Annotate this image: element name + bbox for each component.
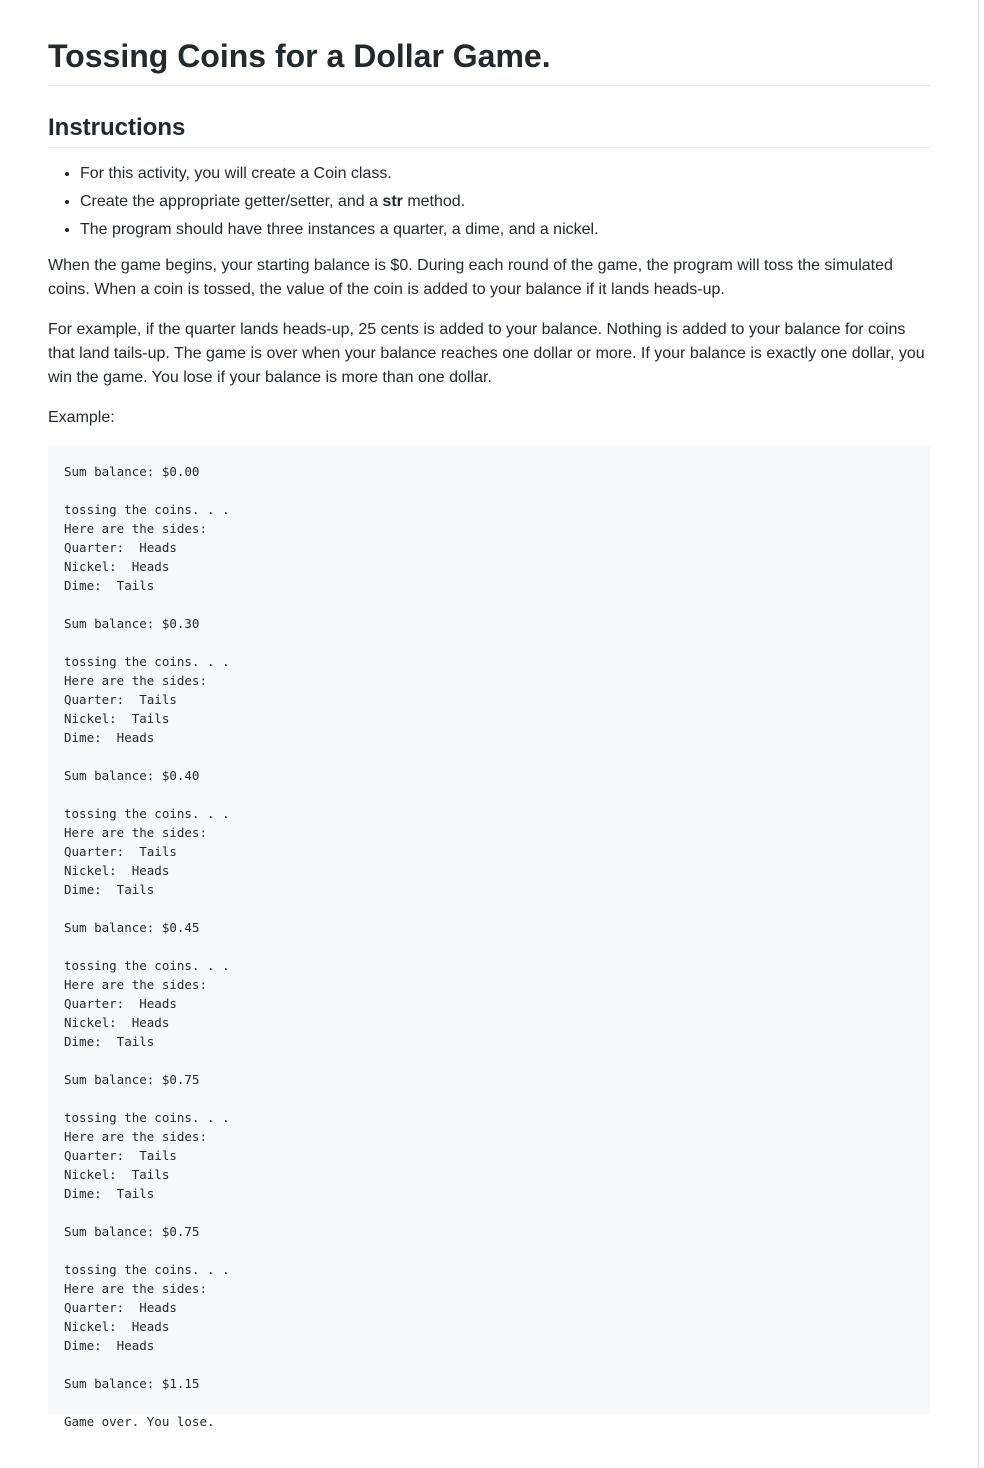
- instructions-heading: Instructions: [48, 86, 930, 148]
- game-start-paragraph: When the game begins, your starting balance is $0. During each round of the game, the program will toss the simulated coins. When a coin is tossed, the value of the coin is added to your balance if it lands heads-up.: [48, 257, 893, 298]
- list-item: • The program should have three instances a quarter, a dime, and a nickel.: [80, 218, 930, 242]
- readme-article: [48, 0, 930, 1429]
- list-item-text: method.: [402, 193, 466, 210]
- rules-paragraph: For example, if the quarter lands heads-up, 25 cents is added to your balance. Nothing is added to your balance for coins that land tails-up. The game is over when your balance reaches one dollar or more. If your balance is exactly one dollar, you win the game. You lose if your balance is more than one dollar.: [48, 321, 925, 386]
- list-item: • For this activity, you will create a Coin class.: [80, 162, 930, 186]
- str-method-name: str: [382, 193, 403, 210]
- example-label: Example:: [48, 409, 115, 426]
- page-title: Tossing Coins for a Dollar Game.: [48, 0, 930, 86]
- instructions-list: [48, 162, 930, 242]
- list-item-text: Create the appropriate getter/setter, and a: [80, 193, 383, 210]
- scrollbar-track[interactable]: [978, 0, 979, 1468]
- example-output: Sum balance: $0.00 tossing the coins. . . Here are the sides: Quarter: Heads Nickel: Heads Dime: Tails Sum balance: $0.30 tossing the coins. . . Here are the sides: Quarter: Tails Nickel: Tails Dime: Heads Sum balance: $0.40 tossing the coins. . . Here are the sides: Quarter: Tails Nickel: Heads Dime: Tails Sum balance: $0.45 tossing the coins. . . Here are the sides: Quarter: Heads Nickel: Heads Dime: Tails Sum balance: $0.75 tossing the coins. . . Here are the sides: Quarter: Tails Nickel: Tails Dime: Tails Sum balance: $0.75 tossing the coins. . . Here are the sides: Quarter: Heads Nickel: Heads Dime: Heads Sum balance: $1.15 Game over. You lose.: [64, 464, 230, 1429]
- list-item: [80, 190, 930, 214]
- example-code-block: [48, 446, 930, 1429]
